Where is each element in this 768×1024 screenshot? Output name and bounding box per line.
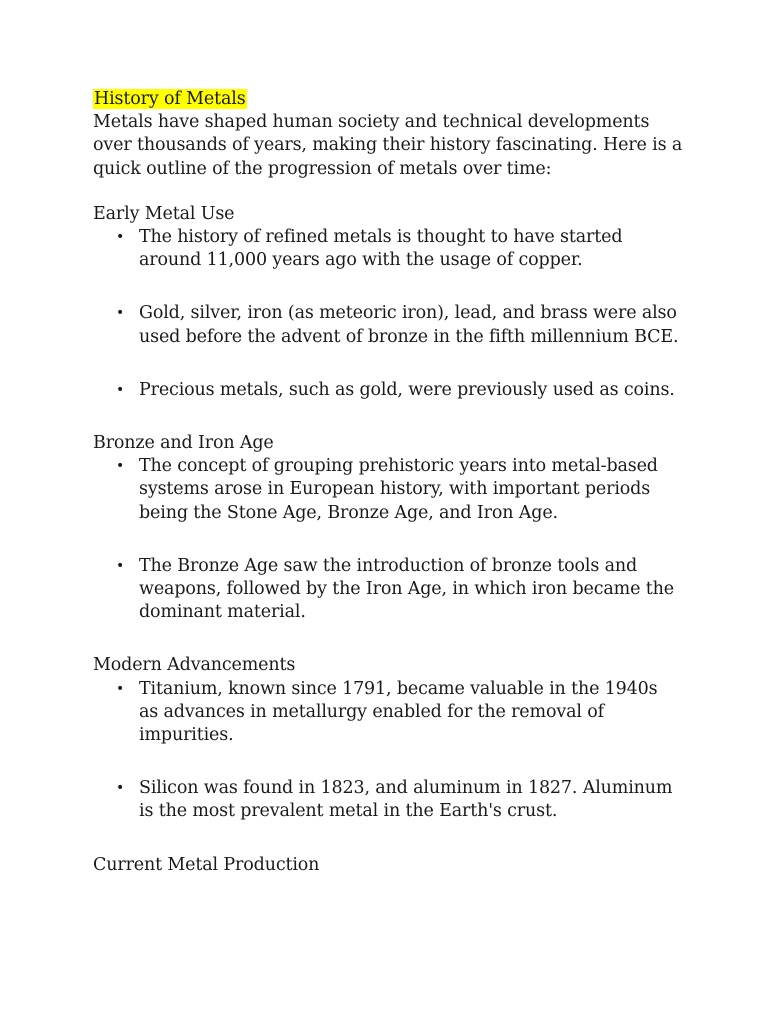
list-item-text: The Bronze Age saw the introduction of bronze tools and weapons, followed by the Iron Age, in which iron became the dominant material. xyxy=(139,555,674,623)
bullet-list xyxy=(93,455,693,624)
intro-paragraph: Metals have shaped human society and technical developments over thousands of years, making their history fascinating. Here is a quick outline of the progression of metals over time: xyxy=(93,112,683,179)
bullet-icon: • xyxy=(116,557,125,574)
list-item xyxy=(93,379,679,402)
section-modern-advancements xyxy=(93,654,693,823)
bullet-list xyxy=(93,678,693,824)
document-body xyxy=(93,88,693,877)
section-current-metal-production xyxy=(93,854,693,877)
section-heading: Current Metal Production xyxy=(93,854,320,875)
bullet-icon: • xyxy=(116,780,125,797)
bullet-icon: • xyxy=(116,229,125,246)
bullet-list xyxy=(93,226,693,402)
bullet-icon: • xyxy=(116,458,125,475)
document-title xyxy=(93,88,693,111)
list-item xyxy=(93,226,679,272)
bullet-icon: • xyxy=(116,305,125,322)
list-item-text: The concept of grouping prehistoric years into metal-based systems arose in European history, with important periods being the Stone Age, Bronze Age, and Iron Age. xyxy=(139,456,658,523)
list-item xyxy=(93,455,679,525)
list-item-text: Gold, silver, iron (as meteoric iron), lead, and brass were also used before the advent of bronze in the fifth millennium BCE. xyxy=(139,303,679,347)
section-heading: Modern Advancements xyxy=(93,655,296,676)
list-item xyxy=(93,555,679,625)
list-item xyxy=(93,678,679,748)
list-item-text: Precious metals, such as gold, were previously used as coins. xyxy=(139,379,675,400)
list-item-text: Titanium, known since 1791, became valuable in the 1940s as advances in metallurgy enabled for the removal of impurities. xyxy=(139,678,658,746)
section-bronze-and-iron-age xyxy=(93,432,693,624)
section-heading: Early Metal Use xyxy=(93,203,235,224)
section-early-metal-use xyxy=(93,203,693,402)
section-heading: Bronze and Iron Age xyxy=(93,433,274,454)
list-item-text: The history of refined metals is thought to have started around 11,000 years ago with the usage of copper. xyxy=(139,227,623,271)
bullet-icon: • xyxy=(116,680,125,697)
title-highlight: History of Metals xyxy=(94,89,246,109)
list-item-text: Silicon was found in 1823, and aluminum in 1827. Aluminum is the most prevalent metal in the Earth's crust. xyxy=(139,778,673,822)
bullet-icon: • xyxy=(116,381,125,398)
list-item xyxy=(93,302,679,348)
list-item xyxy=(93,777,679,823)
